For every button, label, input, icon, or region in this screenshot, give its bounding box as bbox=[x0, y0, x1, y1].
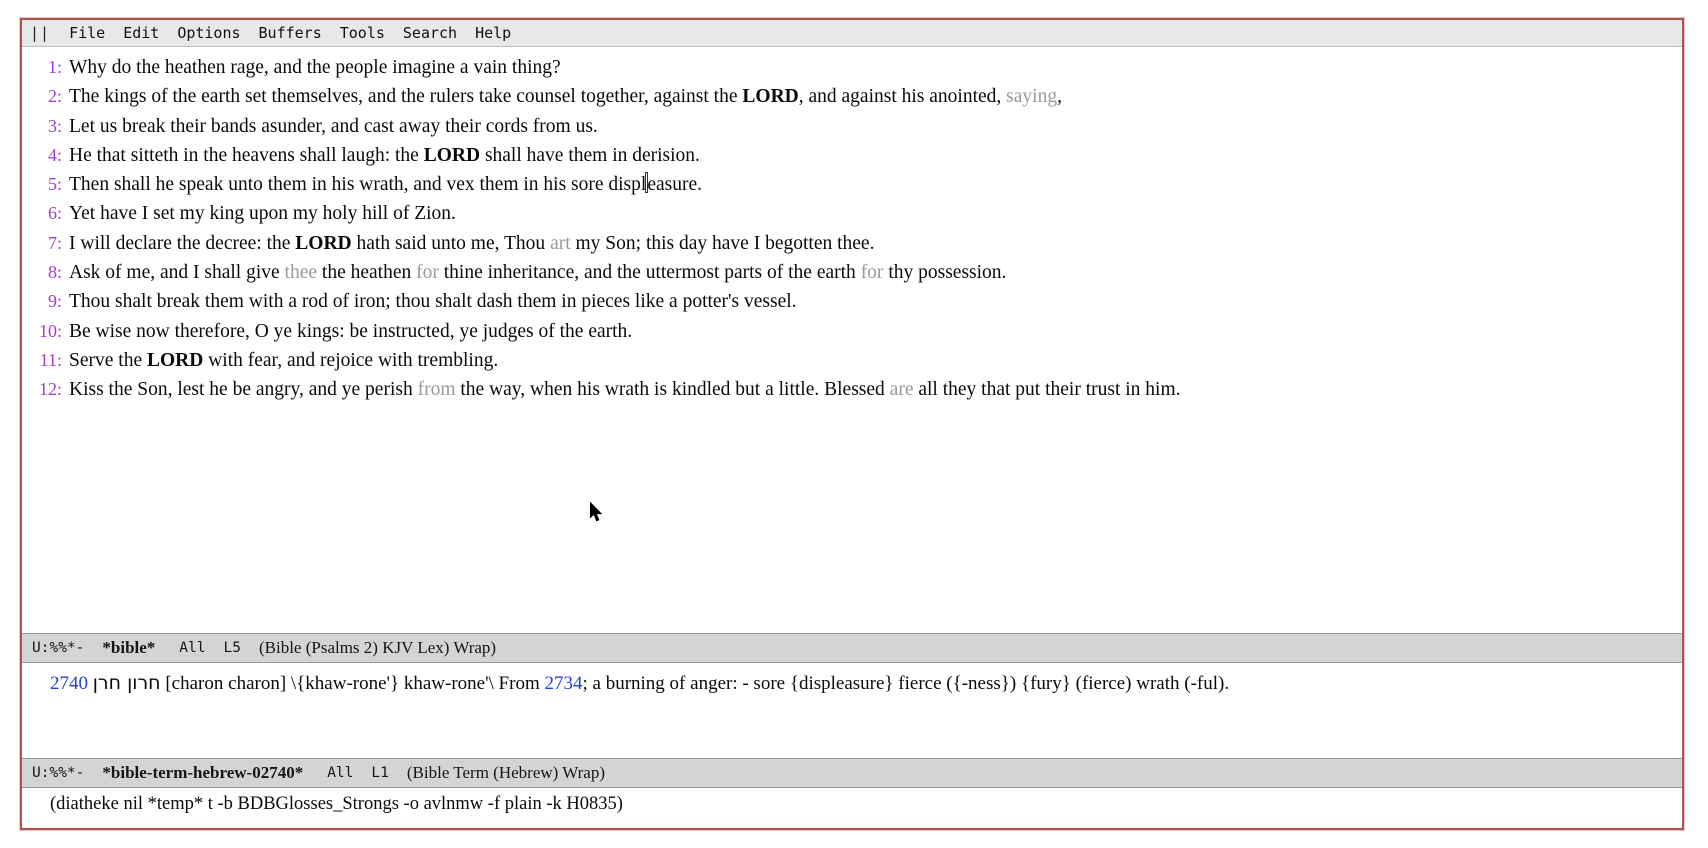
verse-line[interactable] bbox=[22, 141, 1682, 170]
verse-line[interactable] bbox=[22, 375, 1682, 404]
verse-text: Why do the heathen rage, and the people imagine a vain thing? bbox=[69, 57, 561, 78]
verse-number[interactable]: 12: bbox=[38, 379, 62, 400]
mode-line-line-number: L1 bbox=[371, 765, 389, 781]
verse-text: Ask of me, and I shall give thee the heathen for thine inheritance, and the uttermost parts of the earth for thy possession. bbox=[69, 262, 1007, 284]
verse-number[interactable]: 1: bbox=[47, 57, 62, 77]
verse-number[interactable]: 4: bbox=[47, 144, 62, 165]
verse-text: I will declare the decree: the LORD hath said unto me, Thou art my Son; this day have I begotten thee. bbox=[69, 232, 875, 254]
lexicon-buffer[interactable] bbox=[22, 663, 1682, 758]
verse-number[interactable]: 9: bbox=[47, 291, 62, 312]
menu-item-edit[interactable]: Edit bbox=[123, 24, 160, 42]
verse-text: Kiss the Son, lest he be angry, and ye perish from the way, when his wrath is kindled but a little. Blessed are all they that put their trust in him. bbox=[69, 379, 1181, 401]
verse-text: Thou shalt break them with a rod of iron; thou shalt dash them in pieces like a potter's vessel. bbox=[69, 291, 797, 313]
verse-text: Let us break their bands asunder, and cast away their cords from us. bbox=[69, 115, 598, 137]
mode-line-indicator: U:%%*- bbox=[32, 640, 85, 656]
menu-item-buffers[interactable]: Buffers bbox=[258, 24, 322, 42]
verse-text: Be wise now therefore, O ye kings: be instructed, ye judges of the earth. bbox=[69, 320, 633, 342]
verse-line[interactable] bbox=[22, 258, 1682, 287]
menu-grip[interactable]: || bbox=[30, 24, 51, 42]
verse-number[interactable]: 11: bbox=[39, 349, 62, 370]
verse-line[interactable] bbox=[22, 170, 1682, 199]
verse-line[interactable] bbox=[22, 53, 1682, 82]
mode-line-bible[interactable] bbox=[22, 633, 1682, 663]
menu-item-file[interactable]: File bbox=[69, 24, 106, 42]
bible-text-buffer[interactable] bbox=[22, 47, 1682, 633]
verse-number[interactable]: 10: bbox=[38, 320, 62, 341]
verse-text: The kings of the earth set themselves, and the rulers take counsel together, against the LORD, and against his anointed, saying, bbox=[69, 86, 1062, 108]
from-strongs-link[interactable]: 2734 bbox=[544, 673, 583, 694]
verse-line[interactable] bbox=[22, 317, 1682, 346]
mouse-cursor-icon bbox=[590, 502, 604, 522]
verse-text: Then shall he speak unto them in his wrath, and vex them in his sore displeasure. bbox=[69, 174, 703, 196]
mode-line-modes: (Bible Term (Hebrew) Wrap) bbox=[406, 763, 605, 782]
lexicon-definition: ; a burning of anger: - sore {displeasure} fierce ({-ness}) {fury} (fierce) wrath (-ful). bbox=[582, 673, 1230, 694]
strongs-number-link[interactable]: 2740 bbox=[50, 673, 88, 694]
verse-text: Yet have I set my king upon my holy hill of Zion. bbox=[69, 203, 456, 225]
verse-line[interactable] bbox=[22, 287, 1682, 316]
verse-line[interactable] bbox=[22, 199, 1682, 228]
from-label: From bbox=[498, 673, 540, 694]
mode-line-modes: (Bible (Psalms 2) KJV Lex) Wrap) bbox=[258, 638, 497, 657]
menu-bar bbox=[22, 20, 1682, 47]
verse-line[interactable] bbox=[22, 229, 1682, 258]
verse-number[interactable]: 8: bbox=[47, 262, 62, 283]
mode-line-buffer-name[interactable]: *bible-term-hebrew-02740* bbox=[102, 763, 304, 782]
menu-item-help[interactable]: Help bbox=[475, 24, 512, 42]
verse-line[interactable] bbox=[22, 82, 1682, 111]
verse-number[interactable]: 5: bbox=[47, 174, 62, 195]
verse-number[interactable]: 2: bbox=[47, 86, 62, 107]
echo-area-text: (diatheke nil *temp* t -b BDBGlosses_Strongs -o avlnmw -f plain -k H0835) bbox=[50, 794, 623, 814]
mode-line-buffer-name[interactable]: *bible* bbox=[102, 638, 156, 657]
verse-line[interactable] bbox=[22, 346, 1682, 375]
lexicon-entry bbox=[22, 670, 1682, 697]
mode-line-line-number: L5 bbox=[223, 640, 241, 656]
verse-text: He that sitteth in the heavens shall laugh: the LORD shall have them in derision. bbox=[69, 144, 700, 166]
mode-line-indicator: U:%%*- bbox=[32, 765, 85, 781]
menu-item-tools[interactable]: Tools bbox=[339, 24, 385, 42]
text-cursor bbox=[645, 172, 648, 193]
echo-area[interactable] bbox=[22, 788, 1682, 828]
mode-line-lexicon[interactable] bbox=[22, 758, 1682, 788]
pronunciation: \{khaw-rone'} khaw-rone'\ bbox=[290, 673, 494, 694]
mode-line-position: All bbox=[179, 640, 206, 656]
mode-line-position: All bbox=[327, 765, 354, 781]
menu-item-options[interactable]: Options bbox=[177, 24, 241, 42]
verse-line[interactable] bbox=[22, 112, 1682, 141]
verse-number[interactable]: 6: bbox=[47, 203, 62, 224]
transliteration: [charon charon] bbox=[165, 673, 287, 694]
verse-text: Serve the LORD with fear, and rejoice with trembling. bbox=[69, 349, 499, 371]
hebrew-word: חרון חרן bbox=[92, 672, 161, 694]
menu-item-search[interactable]: Search bbox=[402, 24, 458, 42]
verse-number[interactable]: 7: bbox=[47, 232, 62, 253]
emacs-frame bbox=[20, 18, 1684, 830]
verse-number[interactable]: 3: bbox=[47, 115, 62, 136]
